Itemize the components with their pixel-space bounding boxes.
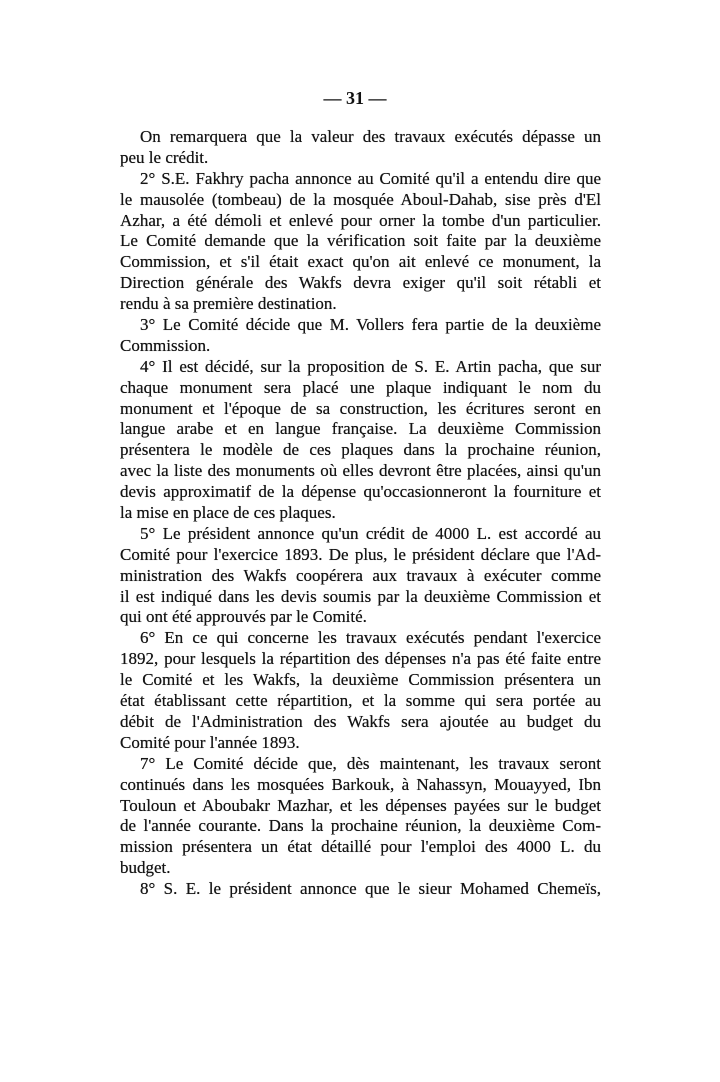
text-line: 5° Le président annonce qu'un crédit de 4000 L. est accordé au	[140, 523, 601, 543]
text-line: mission présentera un état détaillé pour l'emploi des 4000 L. du	[120, 837, 601, 857]
text-line: le Comité et les Wakfs, la deuxième Commission présentera un	[120, 670, 601, 690]
text-line: devis approximatif de la dépense qu'occasionneront la fourniture et	[120, 482, 601, 502]
text-line: peu le crédit.	[120, 147, 209, 167]
text-line: continués dans les mosquées Barkouk, à Nahassyn, Mouayyed, Ibn	[120, 774, 601, 794]
text-line: débit de l'Administration des Wakfs sera ajoutée au budget du	[120, 711, 601, 731]
text-line: 8° S. E. le président annonce que le sieur Mohamed Chemeïs,	[140, 879, 601, 899]
text-line: Azhar, a été démoli et enlevé pour orner la tombe d'un particulier.	[120, 210, 601, 230]
text-line: monument et l'époque de sa construction, les écritures seront en	[120, 398, 601, 418]
text-line: état établissant cette répartition, et la somme qui sera portée au	[120, 691, 601, 711]
text-line: ministration des Wakfs coopérera aux travaux à exécuter comme	[120, 565, 601, 585]
text-line: Comité pour l'année 1893.	[120, 732, 300, 752]
page-number: — 31 —	[323, 88, 387, 108]
text-line: 3° Le Comité décide que M. Vollers fera partie de la deuxième	[140, 315, 601, 335]
text-line: de l'année courante. Dans la prochaine réunion, la deuxième Com-	[120, 816, 601, 836]
text-line: budget.	[120, 858, 171, 878]
text-line: chaque monument sera placé une plaque indiquant le nom du	[120, 377, 601, 397]
text-line: qui ont été approuvés par le Comité.	[120, 607, 367, 627]
text-line: 2° S.E. Fakhry pacha annonce au Comité qu'il a entendu dire que	[140, 168, 601, 188]
text-line: rendu à sa première destination.	[120, 294, 337, 314]
text-line: Comité pour l'exercice 1893. De plus, le président déclare que l'Ad-	[120, 544, 601, 564]
text-line: Touloun et Aboubakr Mazhar, et les dépenses payées sur le budget	[120, 795, 601, 815]
text-line: présentera le modèle de ces plaques dans la prochaine réunion,	[120, 440, 601, 460]
text-line: On remarquera que la valeur des travaux exécutés dépasse un	[140, 127, 601, 146]
text-line: la mise en place de ces plaques.	[120, 503, 336, 523]
text-line: langue arabe et en langue française. La deuxième Commission	[120, 419, 601, 439]
body-text	[120, 127, 601, 900]
text-line: Commission.	[120, 335, 211, 355]
text-line: le mausolée (tombeau) de la mosquée Aboul-Dahab, sise près d'El	[120, 189, 601, 209]
text-line: Direction générale des Wakfs devra exiger qu'il soit rétabli et	[120, 273, 601, 293]
text-line: 6° En ce qui concerne les travaux exécutés pendant l'exercice	[140, 628, 601, 648]
text-line: 1892, pour lesquels la répartition des dépenses n'a pas été faite entre	[120, 649, 601, 669]
text-line: 4° Il est décidé, sur la proposition de S. E. Artin pacha, que sur	[140, 356, 601, 376]
text-line: il est indiqué dans les devis soumis par la deuxième Commission et	[120, 586, 601, 606]
text-line: 7° Le Comité décide que, dès maintenant, les travaux seront	[140, 753, 601, 773]
text-line: Le Comité demande que la vérification soit faite par la deuxième	[120, 231, 601, 251]
text-line: avec la liste des monuments où elles devront être placées, ainsi qu'un	[120, 461, 601, 481]
text-line: Commission, et s'il était exact qu'on ait enlevé ce monument, la	[120, 252, 601, 272]
